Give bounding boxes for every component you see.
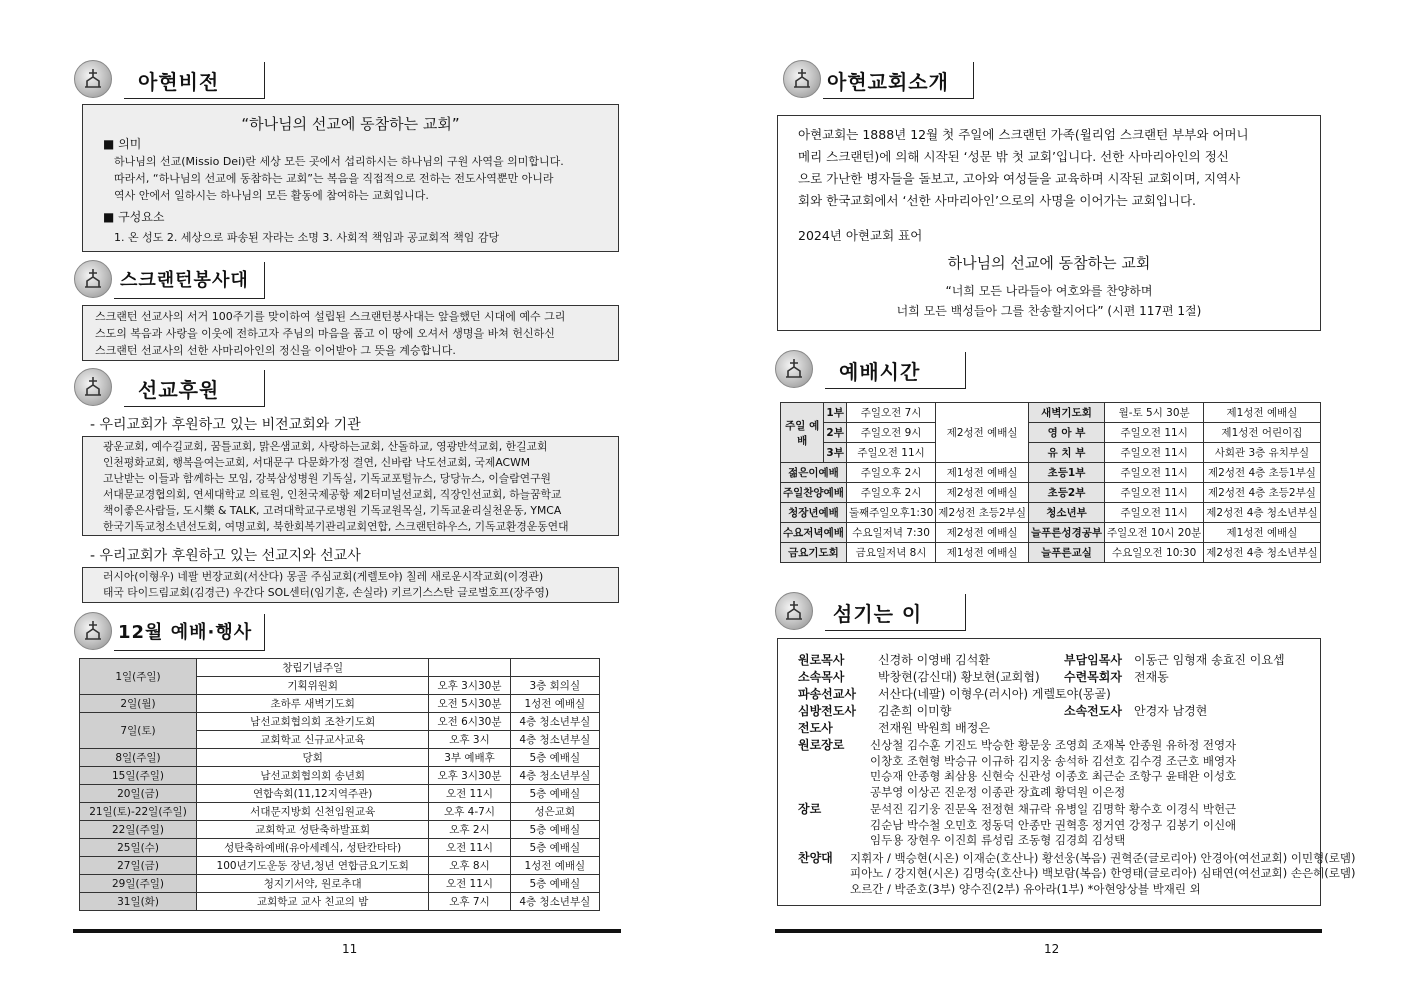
choir-label: 찬양대 bbox=[798, 850, 833, 865]
event-date: 15일(주일) bbox=[80, 767, 197, 785]
section-header-events bbox=[74, 612, 266, 652]
servant-names: 김춘희 이미향 bbox=[878, 704, 952, 718]
church-logo-icon bbox=[74, 612, 112, 650]
servants-box bbox=[777, 638, 1356, 906]
service-name: 주일찬양예배 bbox=[781, 483, 847, 503]
service-place: 제1성전 예배실 bbox=[1204, 523, 1320, 543]
mission-line: 러시아(이형우) 네팔 번장교회(서산다) 몽골 주심교회(게렐토야) 칠레 새로운시작교회(이경관) bbox=[103, 570, 544, 583]
church-logo-icon bbox=[74, 60, 112, 98]
page-footer-rule bbox=[73, 929, 621, 933]
section-header-vision bbox=[74, 60, 266, 100]
table-row bbox=[781, 503, 1321, 523]
mission-line: 한국기독교청소년선도회, 여명교회, 북한회복기관리교회연합, 스크랜턴하우스, 기독교환경운동연대 bbox=[103, 520, 569, 533]
service-time: 주일오전 11시 bbox=[1105, 503, 1204, 523]
table-row bbox=[781, 523, 1321, 543]
service-place: 사회관 3층 유치부실 bbox=[1204, 443, 1320, 463]
event-time: 오후 7시 bbox=[429, 893, 510, 911]
table-row bbox=[781, 443, 1321, 463]
service-time: 주일오전 11시 bbox=[1105, 423, 1204, 443]
servant-row bbox=[1064, 668, 1169, 686]
section-header-intro bbox=[783, 60, 975, 100]
page-footer-rule bbox=[775, 929, 1322, 933]
elders-line: 신상철 김수훈 기진도 박승한 황문웅 조영희 조재복 안종원 유하정 전영자 bbox=[870, 738, 1237, 752]
event-place: 5층 예배실 bbox=[510, 821, 599, 839]
event-date: 2일(월) bbox=[80, 695, 197, 713]
scranton-line: 스크랜턴 선교사의 서거 100주기를 맞이하여 설립된 스크랜턴봉사대는 앞을했던 시대에 예수 그리 bbox=[95, 310, 566, 323]
table-row bbox=[80, 857, 600, 875]
event-date: 20일(금) bbox=[80, 785, 197, 803]
event-time: 오후 2시 bbox=[429, 821, 510, 839]
verse-line: 너희 모든 백성들아 그를 찬송할지어다” (시편 117편 1절) bbox=[896, 304, 1202, 318]
service-place: 제2성전 예배실 bbox=[936, 523, 1029, 543]
event-name: 교회학교 교사 친교의 밤 bbox=[197, 893, 429, 911]
intro-line: 메리 스크랜턴)에 의해 시작된 ‘성문 밖 첫 교회’입니다. 선한 사마리아인의 정신 bbox=[798, 149, 1229, 164]
section-title: 12월 예배·행사 bbox=[118, 622, 253, 643]
meaning-line: 역사 안에서 일하시는 하나님의 모든 활동에 참여하는 교회입니다. bbox=[114, 189, 429, 202]
event-time bbox=[429, 659, 510, 677]
event-place: 5층 예배실 bbox=[510, 839, 599, 857]
meaning-text bbox=[114, 153, 564, 204]
mission-line: 서대문교경협의회, 연세대학교 의료원, 인천국제공항 제2터미널선교회, 직장인선교회, 하늘꿈학교 bbox=[103, 488, 562, 501]
event-date: 8일(주일) bbox=[80, 749, 197, 767]
service-time: 수요일저녁 7:30 bbox=[846, 523, 935, 543]
service-name: 청장년예배 bbox=[781, 503, 847, 523]
mission-line: 인천평화교회, 행복을여는교회, 서대문구 다문화가정 결연, 신바람 낙도선교회, 국제ACWM bbox=[103, 456, 531, 469]
elements-text: 1. 온 성도 2. 세상으로 파송된 자라는 소명 3. 사회적 책임과 공교회적 책임 감당 bbox=[114, 231, 500, 244]
service-name: 초등1부 bbox=[1029, 463, 1105, 483]
motto: 하나님의 선교에 동참하는 교회 bbox=[947, 254, 1151, 272]
event-time: 오후 3시30분 bbox=[429, 767, 510, 785]
servant-row bbox=[1064, 702, 1207, 720]
service-name: 1부 bbox=[824, 403, 846, 423]
event-place: 5층 예배실 bbox=[510, 785, 599, 803]
mission-line: 광운교회, 예수길교회, 꿈틀교회, 맑은샘교회, 사랑하는교회, 산돌하교, 영광반석교회, 한길교회 bbox=[103, 440, 548, 453]
scranton-line: 스도의 복음과 사랑을 이웃에 전하고자 주님의 마음을 품고 이 땅에 오셔서 생명을 바쳐 헌신하신 bbox=[95, 327, 555, 340]
event-name: 청지기서약, 원로추대 bbox=[197, 875, 429, 893]
servant-role: 원로목사 bbox=[798, 653, 845, 667]
mission-list-1 bbox=[103, 439, 569, 535]
event-place: 4층 청소년부실 bbox=[510, 713, 599, 731]
mission-list-box-2 bbox=[82, 567, 619, 603]
section-title: 아현교회소개 bbox=[827, 70, 949, 94]
worship-table bbox=[780, 402, 1321, 563]
event-time: 오후 4-7시 bbox=[429, 803, 510, 821]
service-name: 유 치 부 bbox=[1029, 443, 1105, 463]
event-time: 오전 6시30분 bbox=[429, 713, 510, 731]
header-rule bbox=[825, 594, 966, 631]
servant-role: 파송선교사 bbox=[798, 687, 856, 701]
table-row bbox=[80, 893, 600, 911]
church-logo-icon bbox=[74, 368, 112, 406]
table-row bbox=[781, 403, 1321, 423]
section-header-mission bbox=[74, 368, 266, 408]
church-logo-icon bbox=[783, 60, 821, 98]
servant-row bbox=[1064, 651, 1285, 669]
meaning-label: ■ 의미 bbox=[103, 137, 142, 151]
vision-quote: “하나님의 선교에 동참하는 교회” bbox=[241, 115, 460, 133]
section-title: 아현비전 bbox=[138, 70, 220, 94]
service-time: 주일오전 11시 bbox=[846, 443, 935, 463]
event-name: 당회 bbox=[197, 749, 429, 767]
event-date: 29일(주일) bbox=[80, 875, 197, 893]
table-row bbox=[80, 803, 600, 821]
mission-line: 태국 타이드림교회(김경근) 우간다 SOL센터(임기훈, 손실라) 키르기스스탄 글로벌호프(장주영) bbox=[103, 586, 550, 599]
elders-line: 민승재 안종형 최삼용 신현숙 신관성 이종호 최근순 조항구 윤태완 이성호 bbox=[870, 769, 1237, 783]
service-time: 금요일저녁 8시 bbox=[846, 543, 935, 563]
servant-names: 박창현(감신대) 황보현(교회협) bbox=[878, 670, 1040, 684]
service-place: 제2성전 4층 청소년부실 bbox=[1204, 543, 1320, 563]
servant-role: 소속목사 bbox=[798, 670, 845, 684]
event-time: 오전 11시 bbox=[429, 875, 510, 893]
section-title: 섬기는 이 bbox=[833, 602, 923, 626]
section-title: 예배시간 bbox=[839, 360, 921, 384]
header-rule bbox=[114, 614, 265, 651]
scranton-line: 스크랜턴 선교사의 선한 사마리아인의 정신을 이어받아 그 뜻을 계승합니다. bbox=[95, 344, 456, 357]
event-place: 성은교회 bbox=[510, 803, 599, 821]
service-time: 주일오후 2시 bbox=[846, 463, 935, 483]
table-row bbox=[80, 785, 600, 803]
servant-role: 심방전도사 bbox=[798, 704, 856, 718]
event-place: 5층 예배실 bbox=[510, 749, 599, 767]
intro-box bbox=[777, 115, 1321, 331]
event-place: 1성전 예배실 bbox=[510, 857, 599, 875]
events-table bbox=[79, 658, 600, 911]
service-name: 3부 bbox=[824, 443, 846, 463]
event-name: 100년기도운동 장년,청년 연합금요기도회 bbox=[197, 857, 429, 875]
service-place: 제2성전 4층 청소년부실 bbox=[1204, 503, 1320, 523]
table-row bbox=[80, 659, 600, 677]
header-rule bbox=[124, 370, 265, 407]
service-place: 제1성전 예배실 bbox=[936, 543, 1029, 563]
service-name: 금요기도회 bbox=[781, 543, 847, 563]
service-place: 제1성전 어린이집 bbox=[1204, 423, 1320, 443]
header-rule bbox=[825, 352, 966, 389]
event-name: 초하루 새벽기도회 bbox=[197, 695, 429, 713]
motto-label: 2024년 아현교회 표어 bbox=[798, 228, 923, 243]
service-name: 초등2부 bbox=[1029, 483, 1105, 503]
table-row bbox=[781, 483, 1321, 503]
servant-names: 서산다(네팔) 이형우(러시아) 게렐토야(몽골) bbox=[878, 687, 1111, 701]
event-place: 4층 청소년부실 bbox=[510, 731, 599, 749]
header-rule bbox=[114, 262, 265, 299]
event-date: 21일(토)-22일(주일) bbox=[80, 803, 197, 821]
event-place: 5층 예배실 bbox=[510, 875, 599, 893]
servant-row bbox=[798, 651, 990, 669]
servant-names: 이동근 임형재 송효진 이요셉 bbox=[1134, 653, 1285, 667]
service-name: 늘푸른교실 bbox=[1029, 543, 1105, 563]
mission-list-box-1 bbox=[82, 436, 619, 536]
table-row bbox=[80, 875, 600, 893]
table-row bbox=[781, 463, 1321, 483]
event-place: 1성전 예배실 bbox=[510, 695, 599, 713]
event-place: 4층 청소년부실 bbox=[510, 767, 599, 785]
servant-role: 전도사 bbox=[798, 721, 833, 735]
deacons-line: 문석진 김기웅 진문옥 전정현 채규락 유병일 김명학 황수호 이경식 박헌근 bbox=[870, 802, 1237, 816]
event-name: 연합속회(11,12지역주관) bbox=[197, 785, 429, 803]
event-name: 창립기념주일 bbox=[197, 659, 429, 677]
service-place: 제2성전 예배실 bbox=[936, 403, 1029, 463]
meaning-line: 따라서, “하나님의 선교에 동참하는 교회”는 복음을 직접적으로 전하는 전도사역뿐만 아니라 bbox=[114, 172, 554, 185]
service-place: 제1성전 예배실 bbox=[1204, 403, 1320, 423]
event-name: 서대문지방회 신천임원교육 bbox=[197, 803, 429, 821]
intro-line: 으로 가난한 병자들을 돌보고, 고아와 여성들을 교육하며 시작된 교회이며, 지역사 bbox=[798, 171, 1241, 186]
servant-role: 소속전도사 bbox=[1064, 704, 1122, 718]
table-row bbox=[80, 767, 600, 785]
mission-line: 고난받는 이들과 함께하는 모임, 강북삼성병원 기독실, 기독교포털뉴스, 당당뉴스, 이슬람연구원 bbox=[103, 472, 551, 485]
choir-line: 지휘자 / 백승현(시온) 이재순(호산나) 황선웅(복음) 권혁준(글로리아) 안경아(여선교회) 이민형(로뎀) bbox=[850, 850, 1356, 865]
servant-role: 수련목회자 bbox=[1064, 670, 1122, 684]
deacons-line: 김순남 박수철 오민호 정동덕 안종만 권혁흥 정거연 강정구 김봉기 이신애 bbox=[870, 817, 1237, 832]
church-logo-icon bbox=[775, 350, 813, 388]
event-time: 오전 11시 bbox=[429, 785, 510, 803]
sunday-label: 주일 예배 bbox=[781, 403, 824, 463]
mission-line: 책이좋은사람들, 도시樂 & TALK, 고려대학교구로병원 기독교원목실, 기독교윤리실천운동, YMCA bbox=[103, 504, 562, 517]
event-date: 31일(화) bbox=[80, 893, 197, 911]
page-number: 11 bbox=[342, 942, 358, 956]
service-time: 월-토 5시 30분 bbox=[1105, 403, 1204, 423]
vision-box bbox=[82, 104, 619, 252]
church-logo-icon bbox=[775, 592, 813, 630]
table-row bbox=[781, 543, 1321, 563]
event-name: 교회학교 신규교사교육 bbox=[197, 731, 429, 749]
mission-subtitle-2: - 우리교회가 후원하고 있는 선교지와 선교사 bbox=[90, 548, 361, 564]
event-date: 1일(주일) bbox=[80, 659, 197, 695]
event-place: 3층 회의실 bbox=[510, 677, 599, 695]
header-rule bbox=[823, 62, 974, 99]
deacons-label: 장로 bbox=[798, 802, 822, 816]
servant-names: 전재원 박원희 배정은 bbox=[878, 721, 990, 735]
service-name: 새벽기도회 bbox=[1029, 403, 1105, 423]
event-name: 남선교회협의회 조찬기도회 bbox=[197, 713, 429, 731]
event-name: 기획위원회 bbox=[197, 677, 429, 695]
page-number: 12 bbox=[1044, 942, 1060, 956]
service-time: 주일오전 11시 bbox=[1105, 463, 1204, 483]
mission-list-2 bbox=[103, 569, 549, 601]
service-name: 청소년부 bbox=[1029, 503, 1105, 523]
section-header-servants bbox=[775, 592, 967, 632]
event-place: 4층 청소년부실 bbox=[510, 893, 599, 911]
event-time: 3부 예배후 bbox=[429, 749, 510, 767]
table-row bbox=[80, 821, 600, 839]
table-row bbox=[80, 695, 600, 713]
elements-label: ■ 구성요소 bbox=[103, 210, 165, 224]
scranton-box bbox=[82, 305, 619, 361]
choir-line: 오르간 / 박준호(3부) 양수진(2부) 유아라(1부) *아현앙상블 박재린 외 bbox=[850, 881, 1201, 896]
servant-names: 신경하 이영배 김석환 bbox=[878, 653, 990, 667]
servant-role: 부담임목사 bbox=[1064, 653, 1122, 667]
servant-row bbox=[798, 719, 990, 737]
service-place: 제2성전 4층 초등1부실 bbox=[1204, 463, 1320, 483]
event-name: 남선교회협의회 송년회 bbox=[197, 767, 429, 785]
service-time: 주일오전 7시 bbox=[846, 403, 935, 423]
meaning-line: 하나님의 선교(Missio Dei)란 세상 모든 곳에서 섭리하시는 하나님의 구원 사역을 의미합니다. bbox=[114, 155, 564, 168]
elders-line: 공부영 이상곤 진운정 이종관 장효례 황덕원 이은정 bbox=[870, 784, 1126, 799]
verse-line: “너희 모든 나라들아 여호와를 찬양하며 bbox=[945, 284, 1153, 298]
service-time: 주일오전 11시 bbox=[1105, 443, 1204, 463]
service-name: 영 아 부 bbox=[1029, 423, 1105, 443]
elders-label: 원로장로 bbox=[798, 738, 845, 752]
event-date: 22일(주일) bbox=[80, 821, 197, 839]
service-place: 제1성전 예배실 bbox=[936, 463, 1029, 483]
service-name: 젊은이예배 bbox=[781, 463, 847, 483]
event-time: 오전 11시 bbox=[429, 839, 510, 857]
event-time: 오후 8시 bbox=[429, 857, 510, 875]
service-time: 주일오전 11시 bbox=[1105, 483, 1204, 503]
church-logo-icon bbox=[74, 260, 112, 298]
service-place: 제2성전 4층 초등2부실 bbox=[1204, 483, 1320, 503]
table-row bbox=[80, 713, 600, 731]
servant-row bbox=[798, 702, 951, 720]
intro-line: 아현교회는 1888년 12월 첫 주일에 스크랜턴 가족(윌리엄 스크랜턴 부부와 어머니 bbox=[798, 127, 1249, 142]
event-name: 성탄축하예배(유아세례식, 성탄칸타타) bbox=[197, 839, 429, 857]
service-time: 주일오후 2시 bbox=[846, 483, 935, 503]
service-name: 수요저녁예배 bbox=[781, 523, 847, 543]
servant-names: 전재동 bbox=[1134, 670, 1169, 684]
section-title: 선교후원 bbox=[138, 378, 220, 402]
mission-subtitle-1: - 우리교회가 후원하고 있는 비전교회와 기관 bbox=[90, 417, 361, 433]
event-date: 27일(금) bbox=[80, 857, 197, 875]
intro-line: 회와 한국교회에서 ‘선한 사마리아인’으로의 사명을 이어가는 교회입니다. bbox=[798, 193, 1197, 208]
section-header-worship bbox=[775, 350, 967, 390]
section-title: 스크랜턴봉사대 bbox=[120, 270, 249, 291]
servant-names: 안경자 남경현 bbox=[1134, 704, 1208, 718]
table-row bbox=[80, 839, 600, 857]
service-time: 주일오전 9시 bbox=[846, 423, 935, 443]
section-header-scranton bbox=[74, 260, 266, 300]
scranton-text bbox=[95, 308, 565, 359]
table-row bbox=[80, 749, 600, 767]
event-date: 7일(토) bbox=[80, 713, 197, 749]
event-time: 오후 3시 bbox=[429, 731, 510, 749]
service-time: 주일오전 10시 20분 bbox=[1105, 523, 1204, 543]
service-place: 제2성전 초등2부실 bbox=[936, 503, 1029, 523]
service-name: 늘푸른성경공부 bbox=[1029, 523, 1105, 543]
intro-text bbox=[798, 124, 1249, 212]
event-time: 오후 3시30분 bbox=[429, 677, 510, 695]
service-place: 제2성전 예배실 bbox=[936, 483, 1029, 503]
servant-row bbox=[798, 685, 1111, 703]
elders-line: 이창호 조현형 박승규 이규하 김지웅 송석하 김선호 김수경 조근호 배영자 bbox=[870, 753, 1237, 768]
event-place bbox=[510, 659, 599, 677]
header-rule bbox=[124, 62, 265, 99]
servant-row bbox=[798, 668, 1040, 686]
event-date: 25일(수) bbox=[80, 839, 197, 857]
choir-line: 피아노 / 강지현(시온) 김명숙(호산나) 백보람(복음) 한영태(글로리아) 심태연(여선교회) 손은혜(로뎀) bbox=[850, 866, 1356, 880]
service-time: 수요일오전 10:30 bbox=[1105, 543, 1204, 563]
deacons-line: 임두용 장현우 이진희 류성림 조동형 김경희 김성택 bbox=[870, 833, 1126, 847]
table-row bbox=[781, 423, 1321, 443]
event-time: 오전 5시30분 bbox=[429, 695, 510, 713]
service-time: 둘째주일오후1:30 bbox=[846, 503, 935, 523]
event-name: 교회학교 성탄축하발표회 bbox=[197, 821, 429, 839]
service-name: 2부 bbox=[824, 423, 846, 443]
